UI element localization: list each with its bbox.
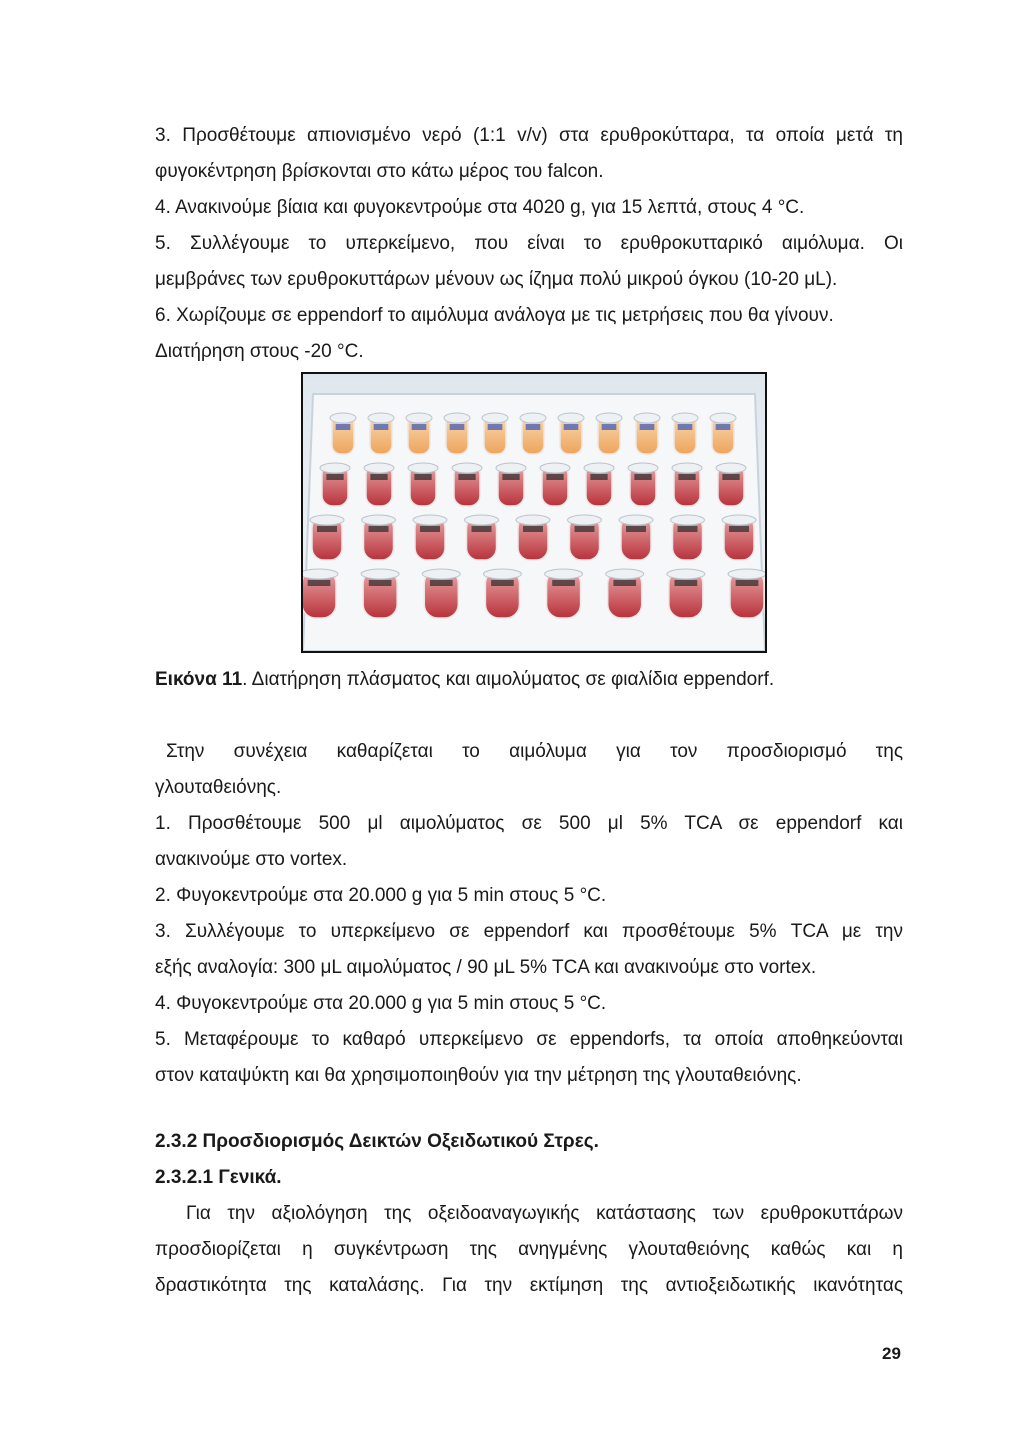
text-line: Διατήρηση στους -20 °C. — [155, 341, 364, 362]
tube-label-mark — [336, 424, 351, 430]
tube-label-mark — [369, 526, 389, 532]
tube-cap — [596, 413, 622, 423]
tube-cap — [672, 413, 698, 423]
tube-label-mark — [374, 424, 389, 430]
tube-label-mark — [678, 526, 698, 532]
tube-label-mark — [412, 424, 427, 430]
tube-label-mark — [430, 580, 453, 586]
tube-cap — [634, 413, 660, 423]
tube-cap — [619, 515, 653, 525]
tube-cap — [310, 515, 344, 525]
text-line: 3. Συλλέγουμε το υπερκείμενο σε eppendorf και προσθέτουμε 5% TCA με την — [155, 921, 903, 942]
tube-cap — [667, 569, 705, 579]
text-line: Στην συνέχεια καθαρίζεται το αιμόλυμα για τον προσδιορισμό της — [166, 741, 903, 762]
tube-label-mark — [716, 424, 731, 430]
tube-label-mark — [552, 580, 575, 586]
tube-cap — [362, 515, 396, 525]
text-line: 1. Προσθέτουμε 500 μl αιμολύματος σε 500 μl 5% TCA σε eppendorf και — [155, 813, 903, 834]
figure-label: Εικόνα 11 — [155, 669, 243, 690]
text-line: εξής αναλογία: 300 μL αιμολύματος / 90 μL 5% TCA και ανακινούμε στο vortex. — [155, 957, 817, 978]
tube-cap — [672, 463, 702, 473]
tube-label-mark — [326, 474, 343, 480]
tube-cap — [710, 413, 736, 423]
text-line: Για την αξιολόγηση της οξειδοαναγωγικής κατάστασης των ερυθροκυττάρων — [186, 1203, 903, 1224]
tube-cap — [628, 463, 658, 473]
tube-label-mark — [308, 580, 331, 586]
tube-label-mark — [678, 424, 693, 430]
text-line: 4. Ανακινούμε βίαια και φυγοκεντρούμε στα 4020 g, για 15 λεπτά, στους 4 °C. — [155, 197, 805, 218]
tube-cap — [361, 569, 399, 579]
figure-photo-eppendorf-rack — [301, 372, 767, 653]
text-line: 5. Μεταφέρουμε το καθαρό υπερκείμενο σε eppendorfs, τα οποία αποθηκεύονται — [155, 1029, 903, 1050]
tube-label-mark — [546, 474, 563, 480]
tube-cap — [364, 463, 394, 473]
tube-label-mark — [675, 580, 698, 586]
tube-label-mark — [458, 474, 475, 480]
tube-label-mark — [678, 474, 695, 480]
tube-label-mark — [414, 474, 431, 480]
text-line: στον καταψύκτη και θα χρησιμοποιηθούν για την μέτρηση της γλουταθειόνης. — [155, 1065, 802, 1086]
tube-label-mark — [526, 424, 541, 430]
page-number: 29 — [882, 1344, 901, 1363]
tube-cap — [406, 413, 432, 423]
tube-label-mark — [634, 474, 651, 480]
tube-label-mark — [370, 474, 387, 480]
tube-label-mark — [640, 424, 655, 430]
tube-cap — [422, 569, 460, 579]
tube-cap — [606, 569, 644, 579]
tube-cap — [330, 413, 356, 423]
tube-cap — [728, 569, 765, 579]
figure-caption — [155, 668, 903, 692]
tube-cap — [568, 515, 602, 525]
tube-label-mark — [420, 526, 440, 532]
tube-cap — [320, 463, 350, 473]
tube-cap — [408, 463, 438, 473]
tube-label-mark — [590, 474, 607, 480]
figure-caption-text: . Διατήρηση πλάσματος και αιμολύματος σε φιαλίδια eppendorf. — [242, 669, 775, 690]
text-line: 5. Συλλέγουμε το υπερκείμενο, που είναι το ερυθροκυτταρικό αιμόλυμα. Οι — [155, 233, 903, 254]
text-line: προσδιορίζεται η συγκέντρωση της ανηγμένης γλουταθειόνης καθώς και η — [155, 1239, 903, 1260]
tube-label-mark — [729, 526, 749, 532]
tube-cap — [520, 413, 546, 423]
tube-cap — [452, 463, 482, 473]
tube-cap — [483, 569, 521, 579]
tube-cap — [716, 463, 746, 473]
tube-cap — [540, 463, 570, 473]
tube-label-mark — [369, 580, 392, 586]
tube-cap — [496, 463, 526, 473]
tube-cap — [465, 515, 499, 525]
text-line: φυγοκέντρηση βρίσκονται στο κάτω μέρος του falcon. — [155, 161, 604, 182]
text-line: 4. Φυγοκεντρούμε στα 20.000 g για 5 min στους 5 °C. — [155, 993, 607, 1014]
tube-label-mark — [502, 474, 519, 480]
text-line: ανακινούμε στο vortex. — [155, 849, 348, 870]
tube-cap — [516, 515, 550, 525]
tube-label-mark — [450, 424, 465, 430]
text-line: δραστικότητα της καταλάσης. Για την εκτίμηση της αντιοξειδωτικής ικανότητας — [155, 1275, 903, 1296]
tube-label-mark — [722, 474, 739, 480]
tube-label-mark — [488, 424, 503, 430]
subsection-heading: 2.3.2.1 Γενικά. — [155, 1167, 282, 1188]
tube-cap — [444, 413, 470, 423]
tube-label-mark — [575, 526, 595, 532]
tube-label-mark — [491, 580, 514, 586]
tube-cap — [545, 569, 583, 579]
tube-cap — [671, 515, 705, 525]
tube-label-mark — [564, 424, 579, 430]
tube-cap — [482, 413, 508, 423]
text-line: 6. Χωρίζουμε σε eppendorf το αιμόλυμα ανάλογα με τις μετρήσεις που θα γίνουν. — [155, 305, 834, 326]
tube-label-mark — [613, 580, 636, 586]
tube-cap — [722, 515, 756, 525]
tube-cap — [558, 413, 584, 423]
tube-cap — [368, 413, 394, 423]
text-line: 3. Προσθέτουμε απιονισμένο νερό (1:1 v/v) στα ερυθροκύτταρα, τα οποία μετά τη — [155, 125, 903, 146]
tube-cap — [413, 515, 447, 525]
text-line: μεμβράνες των ερυθροκυττάρων μένουν ως ίζημα πολύ μικρού όγκου (10-20 μL). — [155, 269, 838, 290]
tube-label-mark — [626, 526, 646, 532]
tube-label-mark — [317, 526, 337, 532]
tube-label-mark — [736, 580, 759, 586]
tube-label-mark — [472, 526, 492, 532]
text-line: 2. Φυγοκεντρούμε στα 20.000 g για 5 min στους 5 °C. — [155, 885, 607, 906]
tube-label-mark — [523, 526, 543, 532]
tube-label-mark — [602, 424, 617, 430]
eppendorf-photo-illustration — [303, 374, 765, 651]
tube-cap — [303, 569, 338, 579]
text-line: γλουταθειόνης. — [155, 777, 282, 798]
tube-cap — [584, 463, 614, 473]
section-heading: 2.3.2 Προσδιορισμός Δεικτών Οξειδωτικού Στρες. — [155, 1131, 599, 1152]
